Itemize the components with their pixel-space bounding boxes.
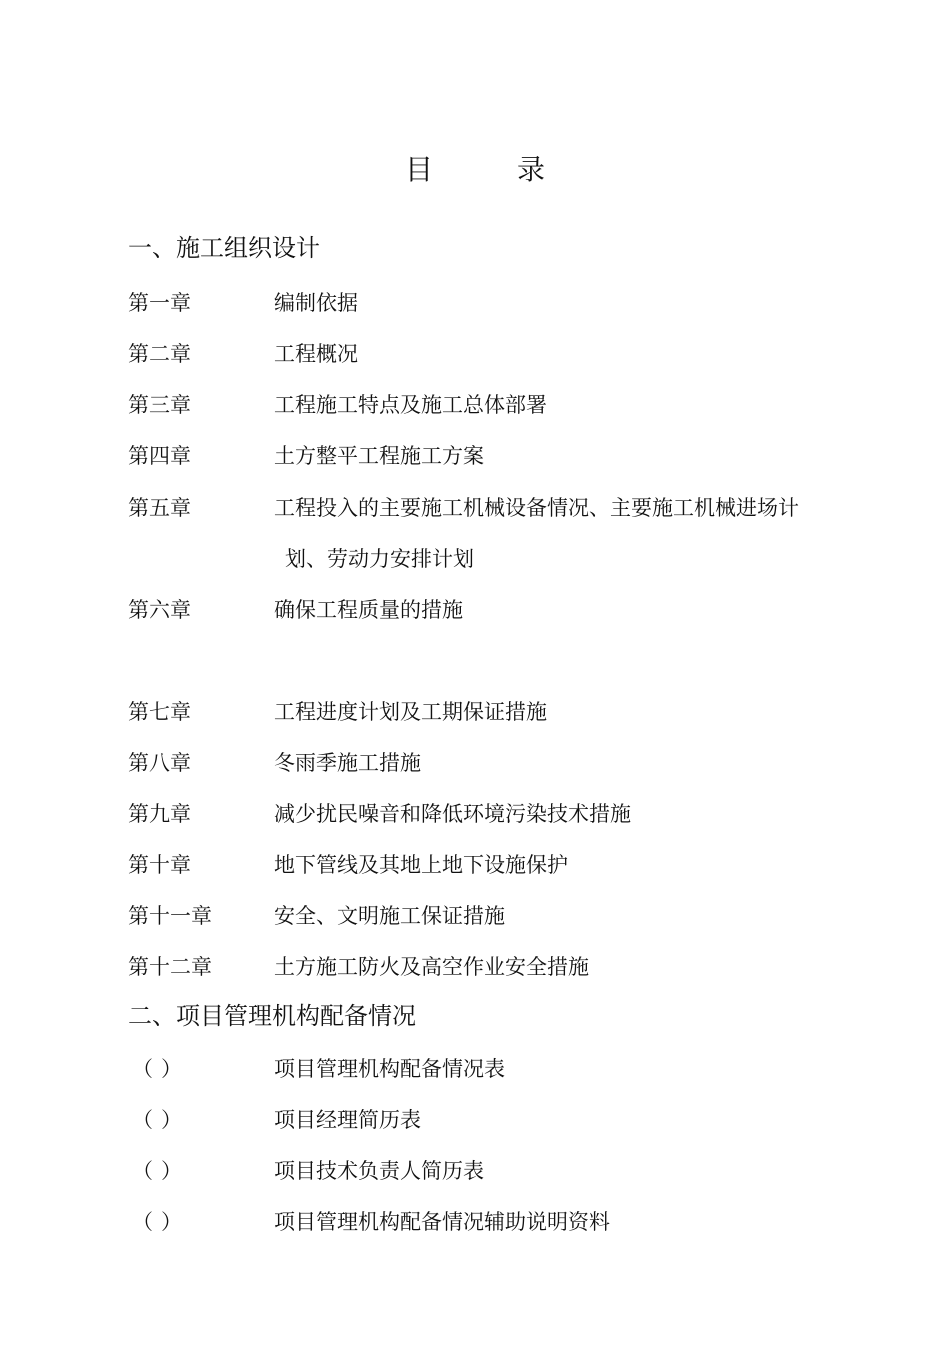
- chapter-number: 第八章: [128, 751, 191, 775]
- chapter-number: 第四章: [128, 444, 191, 468]
- chapter-number: 第六章: [128, 598, 191, 622]
- section-heading-2: 二、项目管理机构配备情况: [128, 1002, 416, 1030]
- item-title: 项目经理简历表: [274, 1108, 421, 1132]
- toc-title: [0, 152, 950, 188]
- chapter-title: 确保工程质量的措施: [274, 598, 463, 622]
- chapter-title: 工程投入的主要施工机械设备情况、主要施工机械进场计: [274, 496, 799, 520]
- chapter-title: 减少扰民噪音和降低环境污染技术措施: [274, 802, 631, 826]
- chapter-title: 土方施工防火及高空作业安全措施: [274, 955, 589, 979]
- item-number: （）: [132, 1108, 190, 1132]
- chapter-number: 第一章: [128, 291, 191, 315]
- chapter-title: 工程概况: [274, 342, 358, 366]
- item-number: （）: [132, 1159, 190, 1183]
- chapter-number: 第三章: [128, 393, 191, 417]
- chapter-number: 第二章: [128, 342, 191, 366]
- chapter-title: 冬雨季施工措施: [274, 751, 421, 775]
- chapter-title: 工程施工特点及施工总体部署: [274, 393, 547, 417]
- chapter-title: 编制依据: [274, 291, 358, 315]
- chapter-title: 安全、文明施工保证措施: [274, 904, 505, 928]
- chapter-number: 第十二章: [128, 955, 212, 979]
- chapter-title: 地下管线及其地上地下设施保护: [274, 853, 568, 877]
- chapter-number: 第七章: [128, 700, 191, 724]
- item-title: 项目管理机构配备情况辅助说明资料: [274, 1210, 610, 1234]
- chapter-number: 第十一章: [128, 904, 212, 928]
- section-heading-1: 一、施工组织设计: [128, 234, 320, 262]
- chapter-number: 第十章: [128, 853, 191, 877]
- chapter-title-continued: 划、劳动力安排计划: [285, 547, 474, 571]
- chapter-number: 第五章: [128, 496, 191, 520]
- chapter-title: 土方整平工程施工方案: [274, 444, 484, 468]
- item-title: 项目技术负责人简历表: [274, 1159, 484, 1183]
- item-number: （）: [132, 1210, 190, 1234]
- item-title: 项目管理机构配备情况表: [274, 1057, 505, 1081]
- chapter-title: 工程进度计划及工期保证措施: [274, 700, 547, 724]
- toc-title-left: 目: [404, 153, 433, 186]
- item-number: （）: [132, 1057, 190, 1081]
- chapter-number: 第九章: [128, 802, 191, 826]
- toc-title-right: 录: [517, 153, 546, 186]
